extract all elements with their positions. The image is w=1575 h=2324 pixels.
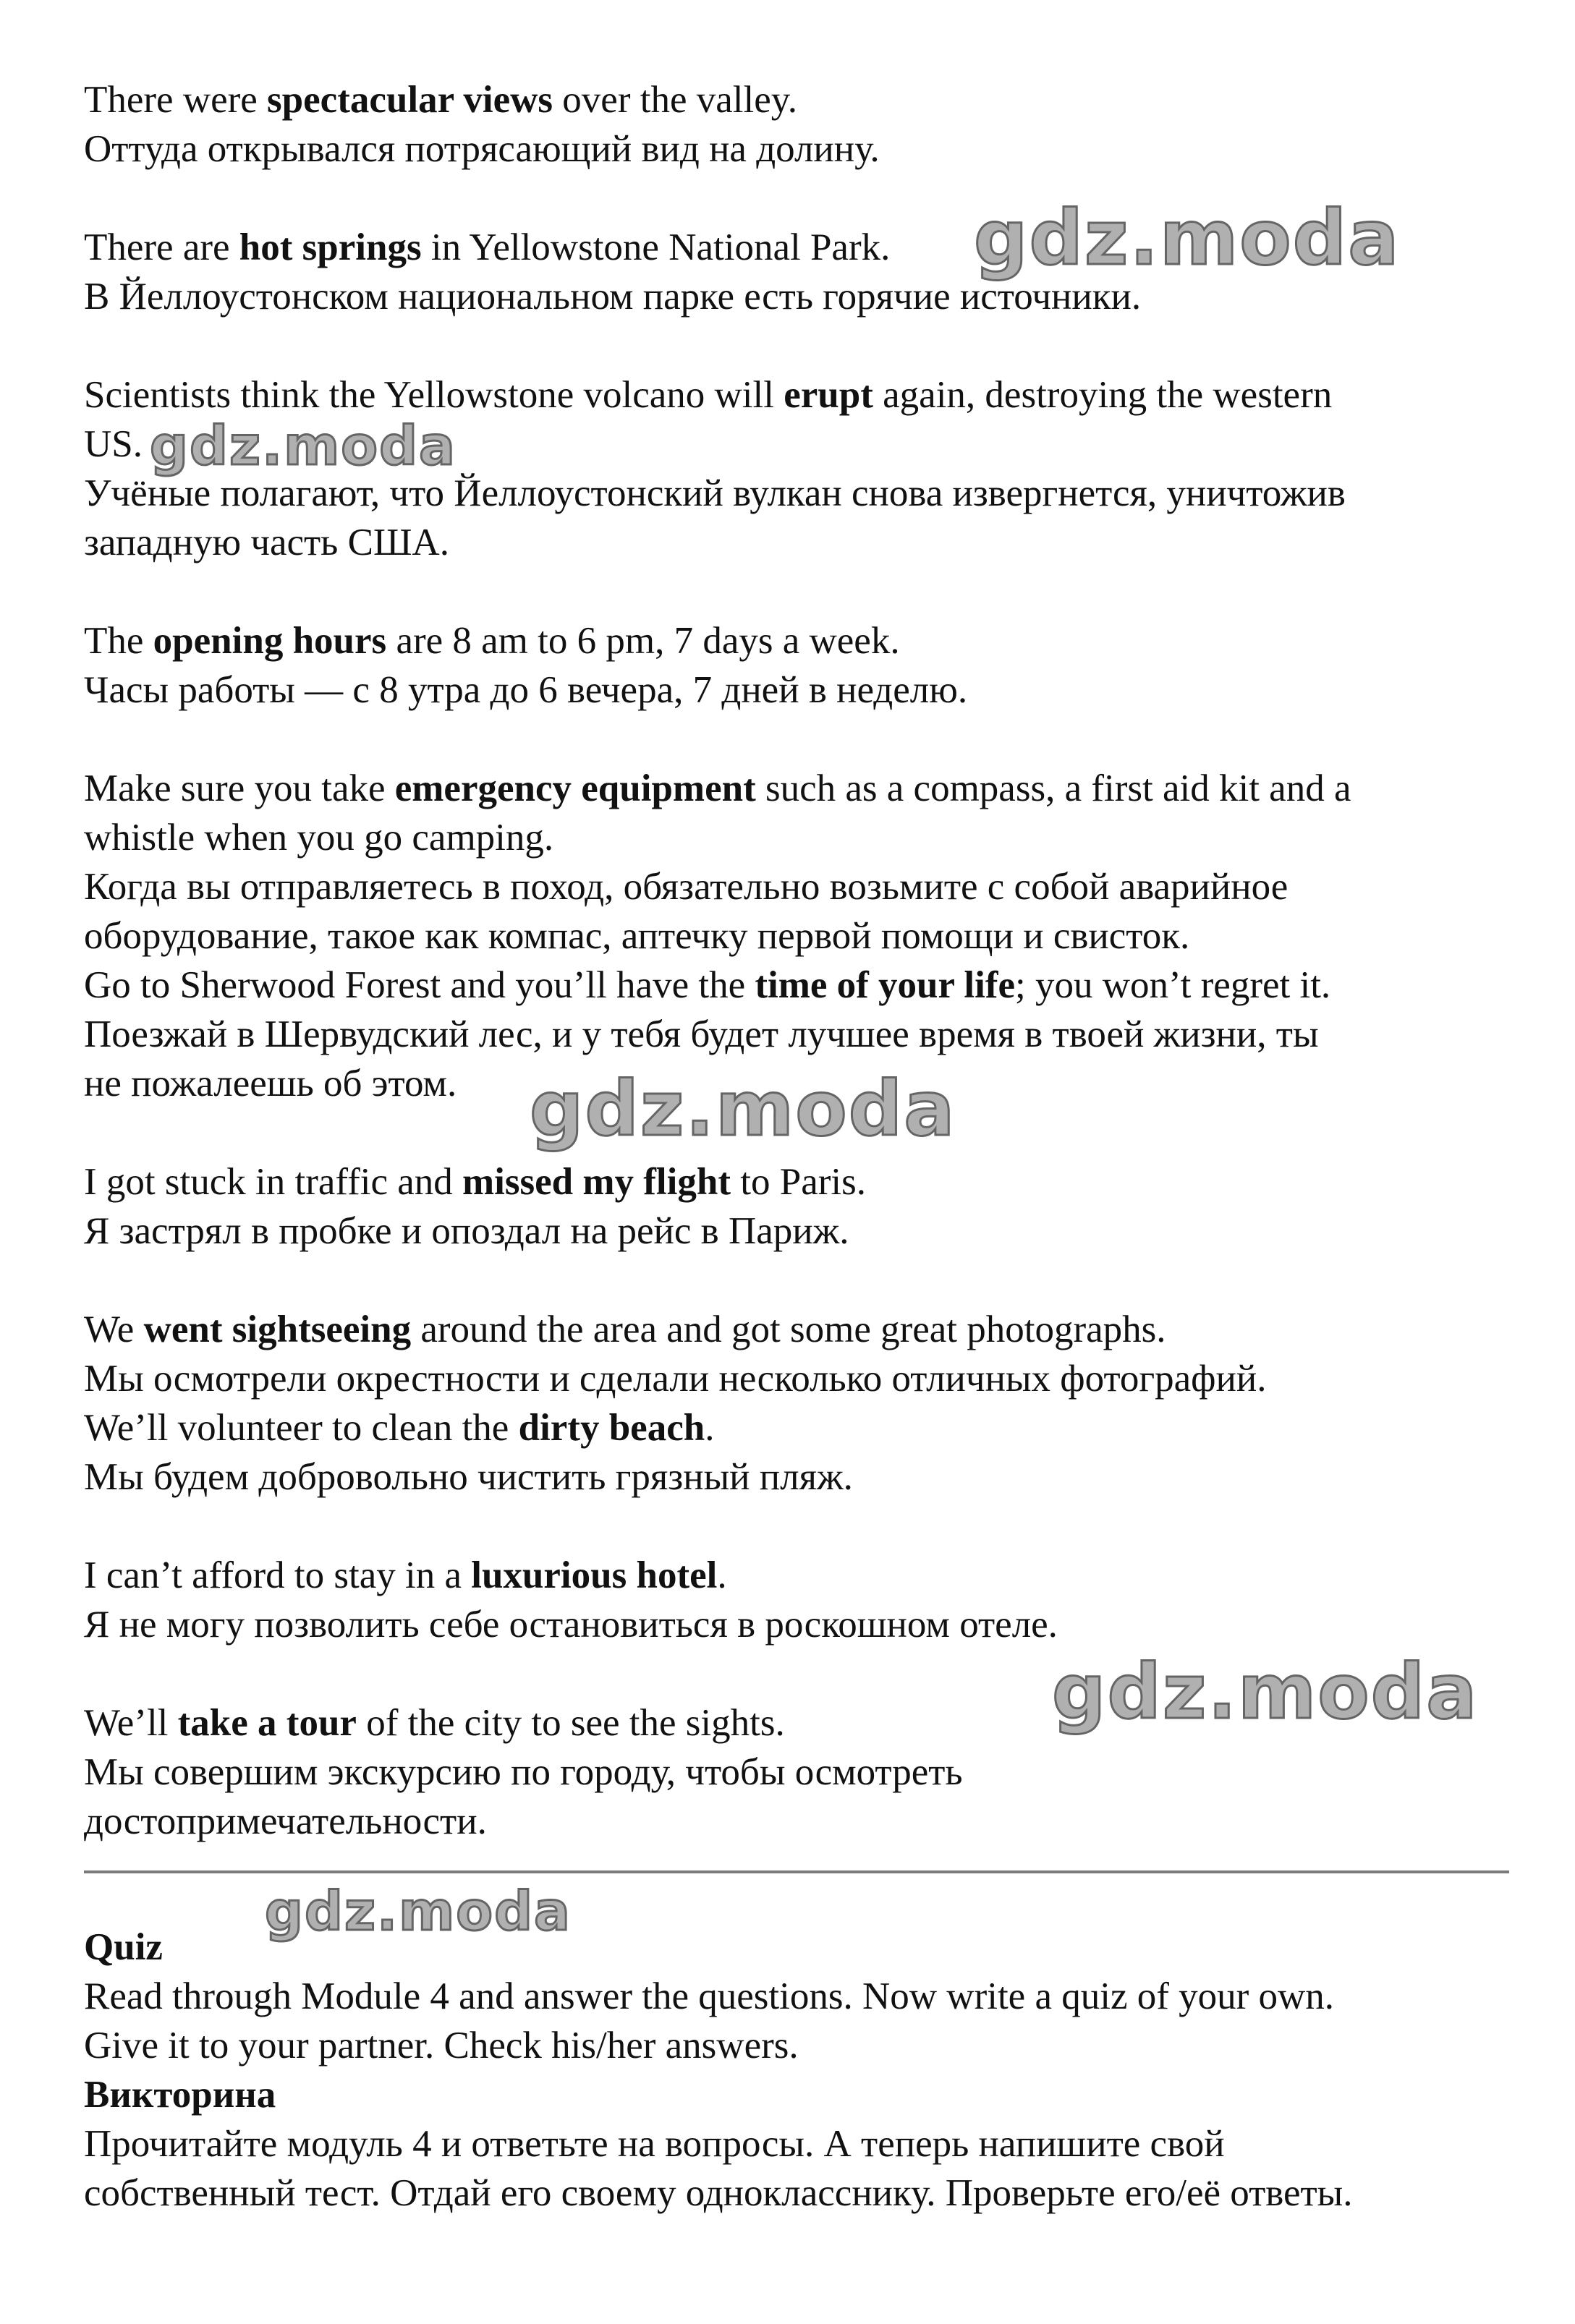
quiz-text-ru-cont: собственный тест. Отдай его своему однокласснику. Проверьте его/её ответы.	[84, 2172, 1353, 2214]
key-phrase: went sightseeing	[143, 1308, 412, 1350]
key-phrase: take a tour	[177, 1702, 357, 1744]
section-divider	[84, 1870, 1509, 1873]
sentence-pair	[84, 1403, 1516, 1502]
russian-translation: Мы будем добровольно чистить грязный пляж.	[84, 1456, 853, 1498]
english-sentence: I can’t afford to stay in a luxurious hotel.	[84, 1554, 727, 1596]
key-phrase: missed my flight	[462, 1161, 731, 1203]
russian-translation-cont: западную часть США.	[84, 522, 449, 563]
english-sentence: There are hot springs in Yellowstone National Park.	[84, 226, 891, 268]
russian-translation-cont: оборудование, такое как компас, аптечку первой помощи и свисток.	[84, 915, 1190, 957]
russian-translation: Поезжай в Шервудский лес, и у тебя будет лучшее время в твоей жизни, ты	[84, 1013, 1319, 1055]
quiz-title: Quiz	[84, 1926, 163, 1968]
key-phrase: emergency equipment	[394, 767, 756, 809]
english-sentence-cont: whistle when you go camping.	[84, 817, 554, 859]
russian-translation: Мы совершим экскурсию по городу, чтобы осмотреть	[84, 1751, 963, 1793]
english-sentence: There were spectacular views over the valley.	[84, 79, 798, 121]
english-sentence: I got stuck in traffic and missed my flight to Paris.	[84, 1161, 866, 1203]
russian-translation: Учёные полагают, что Йеллоустонский вулкан снова извергнется, уничтожив	[84, 472, 1346, 514]
english-sentence: We went sightseeing around the area and got some great photographs.	[84, 1308, 1166, 1350]
english-sentence: Go to Sherwood Forest and you’ll have the time of your life; you won’t regret it.	[84, 964, 1331, 1006]
russian-translation-cont: достопримечательности.	[84, 1800, 487, 1842]
key-phrase: opening hours	[153, 620, 387, 662]
english-sentence: We’ll take a tour of the city to see the sights.	[84, 1702, 785, 1744]
sentence-pair	[84, 616, 1516, 715]
quiz-section	[84, 1923, 1516, 2218]
key-phrase: spectacular views	[267, 79, 553, 121]
sentence-pair	[84, 1157, 1516, 1256]
quiz-title-ru: Викторина	[84, 2074, 276, 2116]
sentence-pair	[84, 764, 1516, 961]
english-sentence: We’ll volunteer to clean the dirty beach.	[84, 1407, 715, 1449]
key-phrase: hot springs	[239, 226, 422, 268]
quiz-text-en: Read through Module 4 and answer the questions. Now write a quiz of your own.	[84, 1975, 1335, 2017]
russian-translation: Мы осмотрели окрестности и сделали несколько отличных фотографий.	[84, 1358, 1267, 1400]
key-phrase: luxurious hotel	[471, 1554, 718, 1596]
english-sentence: Scientists think the Yellowstone volcano will erupt again, destroying the western	[84, 374, 1333, 416]
key-phrase: dirty beach	[518, 1407, 705, 1449]
english-sentence-cont: US.	[84, 423, 143, 465]
key-phrase: time of your life	[755, 964, 1015, 1006]
russian-translation: Оттуда открывался потрясающий вид на долину.	[84, 128, 880, 170]
quiz-text-en-cont: Give it to your partner. Check his/her answers.	[84, 2025, 799, 2067]
russian-translation: Я застрял в пробке и опоздал на рейс в Париж.	[84, 1210, 849, 1252]
watermark-logo: gdz.moda	[1052, 1648, 1479, 1736]
key-phrase: erupt	[784, 374, 873, 416]
sentence-pair	[84, 1305, 1516, 1403]
sentence-pair	[84, 1551, 1516, 1649]
watermark-logo: gdz.moda	[150, 415, 457, 477]
english-sentence: Make sure you take emergency equipment such as a compass, a first aid kit and a	[84, 767, 1351, 809]
watermark-logo: gdz.moda	[530, 1065, 956, 1153]
quiz-text-ru: Прочитайте модуль 4 и ответьте на вопросы. А теперь напишите свой	[84, 2123, 1225, 2165]
english-sentence: The opening hours are 8 am to 6 pm, 7 days a week.	[84, 620, 900, 662]
sentence-pair	[84, 75, 1516, 174]
russian-translation-cont: не пожалеешь об этом.	[84, 1063, 457, 1104]
russian-translation: В Йеллоустонском национальном парке есть горячие источники.	[84, 276, 1142, 318]
russian-translation: Я не могу позволить себе остановиться в роскошном отеле.	[84, 1604, 1058, 1646]
watermark-logo: gdz.moda	[265, 1881, 572, 1943]
russian-translation: Часы работы — с 8 утра до 6 вечера, 7 дней в неделю.	[84, 669, 968, 711]
watermark-logo: gdz.moda	[974, 194, 1401, 282]
russian-translation: Когда вы отправляетесь в поход, обязательно возьмите с собой аварийное	[84, 866, 1289, 908]
